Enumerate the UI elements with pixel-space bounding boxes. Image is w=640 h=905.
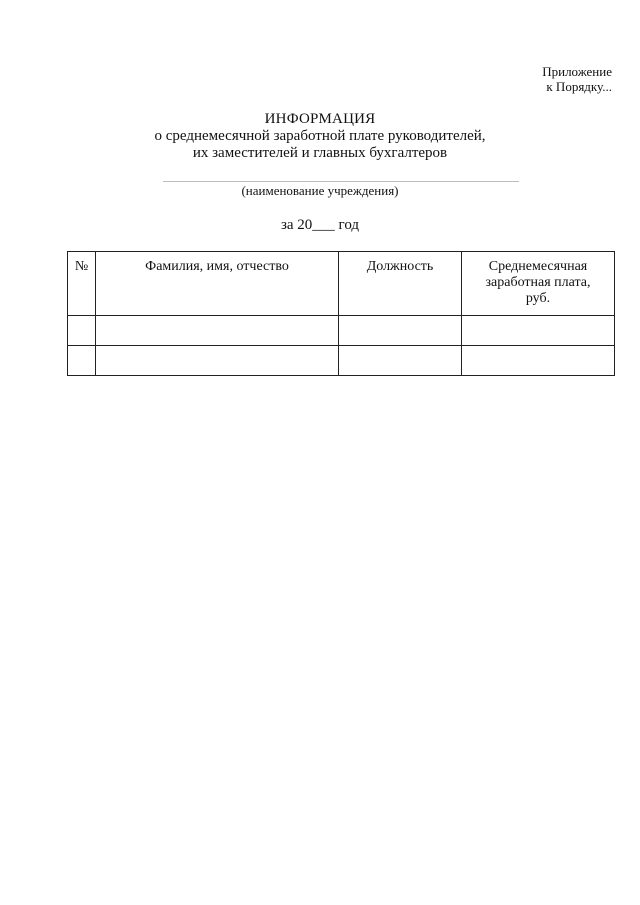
organization-name-line bbox=[163, 181, 519, 182]
table-cell-full-name bbox=[96, 316, 339, 346]
header-salary-line-3: руб. bbox=[525, 291, 551, 306]
document-subtitle-line-2: их заместителей и главных бухгалтеров bbox=[192, 145, 448, 161]
header-salary-line-1: Среднемесячная bbox=[488, 259, 588, 274]
document-subtitle-line-1: о среднемесячной заработной плате руководителей, bbox=[154, 128, 486, 144]
header-salary-line-2: заработная плата, bbox=[485, 275, 591, 290]
header-full-name: Фамилия, имя, отчество bbox=[96, 252, 339, 316]
appendix-line-1: Приложение bbox=[542, 64, 612, 79]
table-cell-full-name bbox=[96, 346, 339, 376]
header-position: Должность bbox=[339, 252, 462, 316]
table-cell-position bbox=[339, 316, 462, 346]
reporting-year: за 20___ год bbox=[280, 217, 360, 233]
table-cell-salary bbox=[462, 316, 615, 346]
table-row bbox=[68, 316, 615, 346]
header-number: № bbox=[68, 252, 96, 316]
table-header-row bbox=[68, 252, 615, 316]
header-salary bbox=[462, 252, 615, 316]
appendix-note bbox=[542, 64, 612, 94]
document-heading bbox=[0, 111, 640, 162]
table-row bbox=[68, 346, 615, 376]
table-cell-position bbox=[339, 346, 462, 376]
document-title: ИНФОРМАЦИЯ bbox=[264, 111, 376, 127]
table-cell-salary bbox=[462, 346, 615, 376]
table-cell-number bbox=[68, 316, 96, 346]
appendix-line-2: к Порядку... bbox=[546, 79, 612, 94]
table-cell-number bbox=[68, 346, 96, 376]
organization-caption: (наименование учреждения) bbox=[241, 183, 399, 198]
salary-table bbox=[67, 251, 615, 376]
